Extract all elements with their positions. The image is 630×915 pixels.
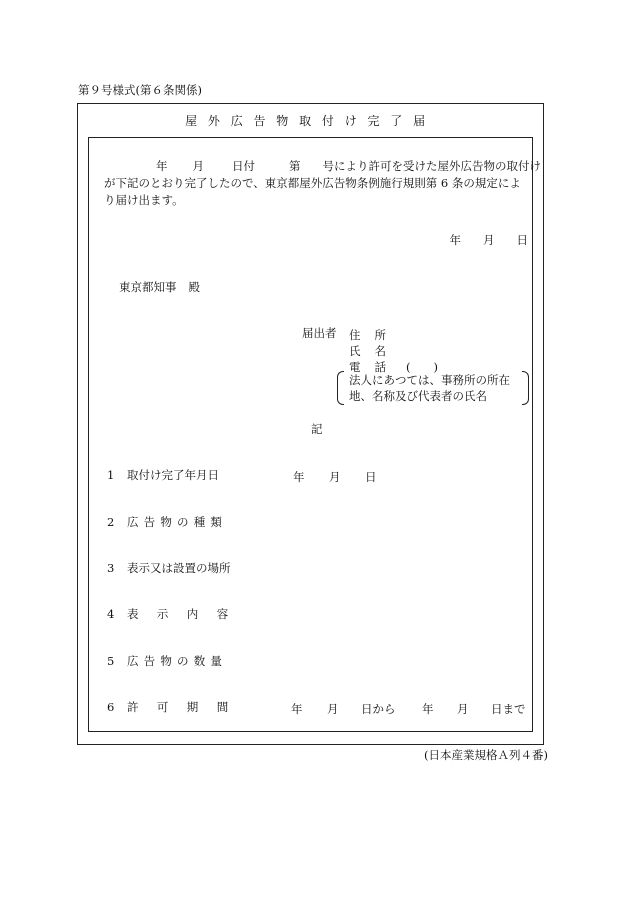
item1-day: 日 xyxy=(365,470,377,484)
item-content: 4 表示内容 xyxy=(107,607,247,621)
applicant-label: 届出者 xyxy=(302,326,337,340)
addressee xyxy=(119,281,200,295)
intro-paragraph xyxy=(104,158,541,209)
addressee-name: 東京都知事 xyxy=(119,280,177,294)
corporate-note xyxy=(337,371,529,405)
item6-from-month: 月 xyxy=(327,702,339,716)
ki-heading: 記 xyxy=(311,422,323,436)
address-field-label: 住 所 xyxy=(349,328,386,342)
item6-to-day: 日まで xyxy=(491,702,526,716)
item-quantity: 5 広告物の数量 xyxy=(107,654,228,668)
corporate-note-text: 法人にあつては、事務所の所在 地、名称及び代表者の氏名 xyxy=(349,373,510,403)
form-inner-frame xyxy=(88,137,541,732)
intro-line-1 xyxy=(104,158,541,175)
form-number: 第９号様式(第６条関係) xyxy=(78,83,202,97)
intro-month: 月 xyxy=(192,159,204,173)
right-bracket xyxy=(522,371,529,405)
item6-from-year: 年 xyxy=(291,702,303,716)
item1-year: 年 xyxy=(293,470,305,484)
item-location: 3 表示又は設置の場所 xyxy=(107,561,231,575)
date-year: 年 xyxy=(449,233,461,247)
addressee-honorific: 殿 xyxy=(188,280,200,294)
item6-to-year: 年 xyxy=(422,702,434,716)
left-bracket xyxy=(337,371,344,405)
intro-year: 年 xyxy=(156,159,168,173)
item-completion-date: 1 取付け完了年月日 xyxy=(107,468,219,482)
paper-size-note: (日本産業規格Ａ列４番) xyxy=(424,748,548,762)
date-day: 日 xyxy=(516,233,528,247)
intro-no: 第 xyxy=(289,159,301,173)
intro-line-3: り届け出ます。 xyxy=(104,193,184,207)
item-ad-type: 2 広告物の種類 xyxy=(107,515,228,529)
item-permit-period: 6 許可期間 xyxy=(107,700,247,714)
applicant-fields xyxy=(349,327,438,375)
item6-from-day: 日から xyxy=(361,702,396,716)
intro-line-2: が下記のとおり完了したので、東京都屋外広告物条例施行規則第 6 条の規定によ xyxy=(104,176,521,190)
form-title: 屋外広告物取付け完了届 xyxy=(185,114,436,128)
date-month: 月 xyxy=(483,233,495,247)
item6-to-month: 月 xyxy=(457,702,469,716)
submission-date xyxy=(450,234,529,248)
intro-line1-rest: 号により許可を受けた屋外広告物の取付け xyxy=(322,159,541,173)
form-outer-frame xyxy=(77,103,544,745)
phone-field-label: 電 話 ( ) xyxy=(349,360,438,374)
item1-month: 月 xyxy=(329,470,341,484)
name-field-label: 氏 名 xyxy=(349,344,386,358)
intro-day: 日付 xyxy=(232,159,255,173)
